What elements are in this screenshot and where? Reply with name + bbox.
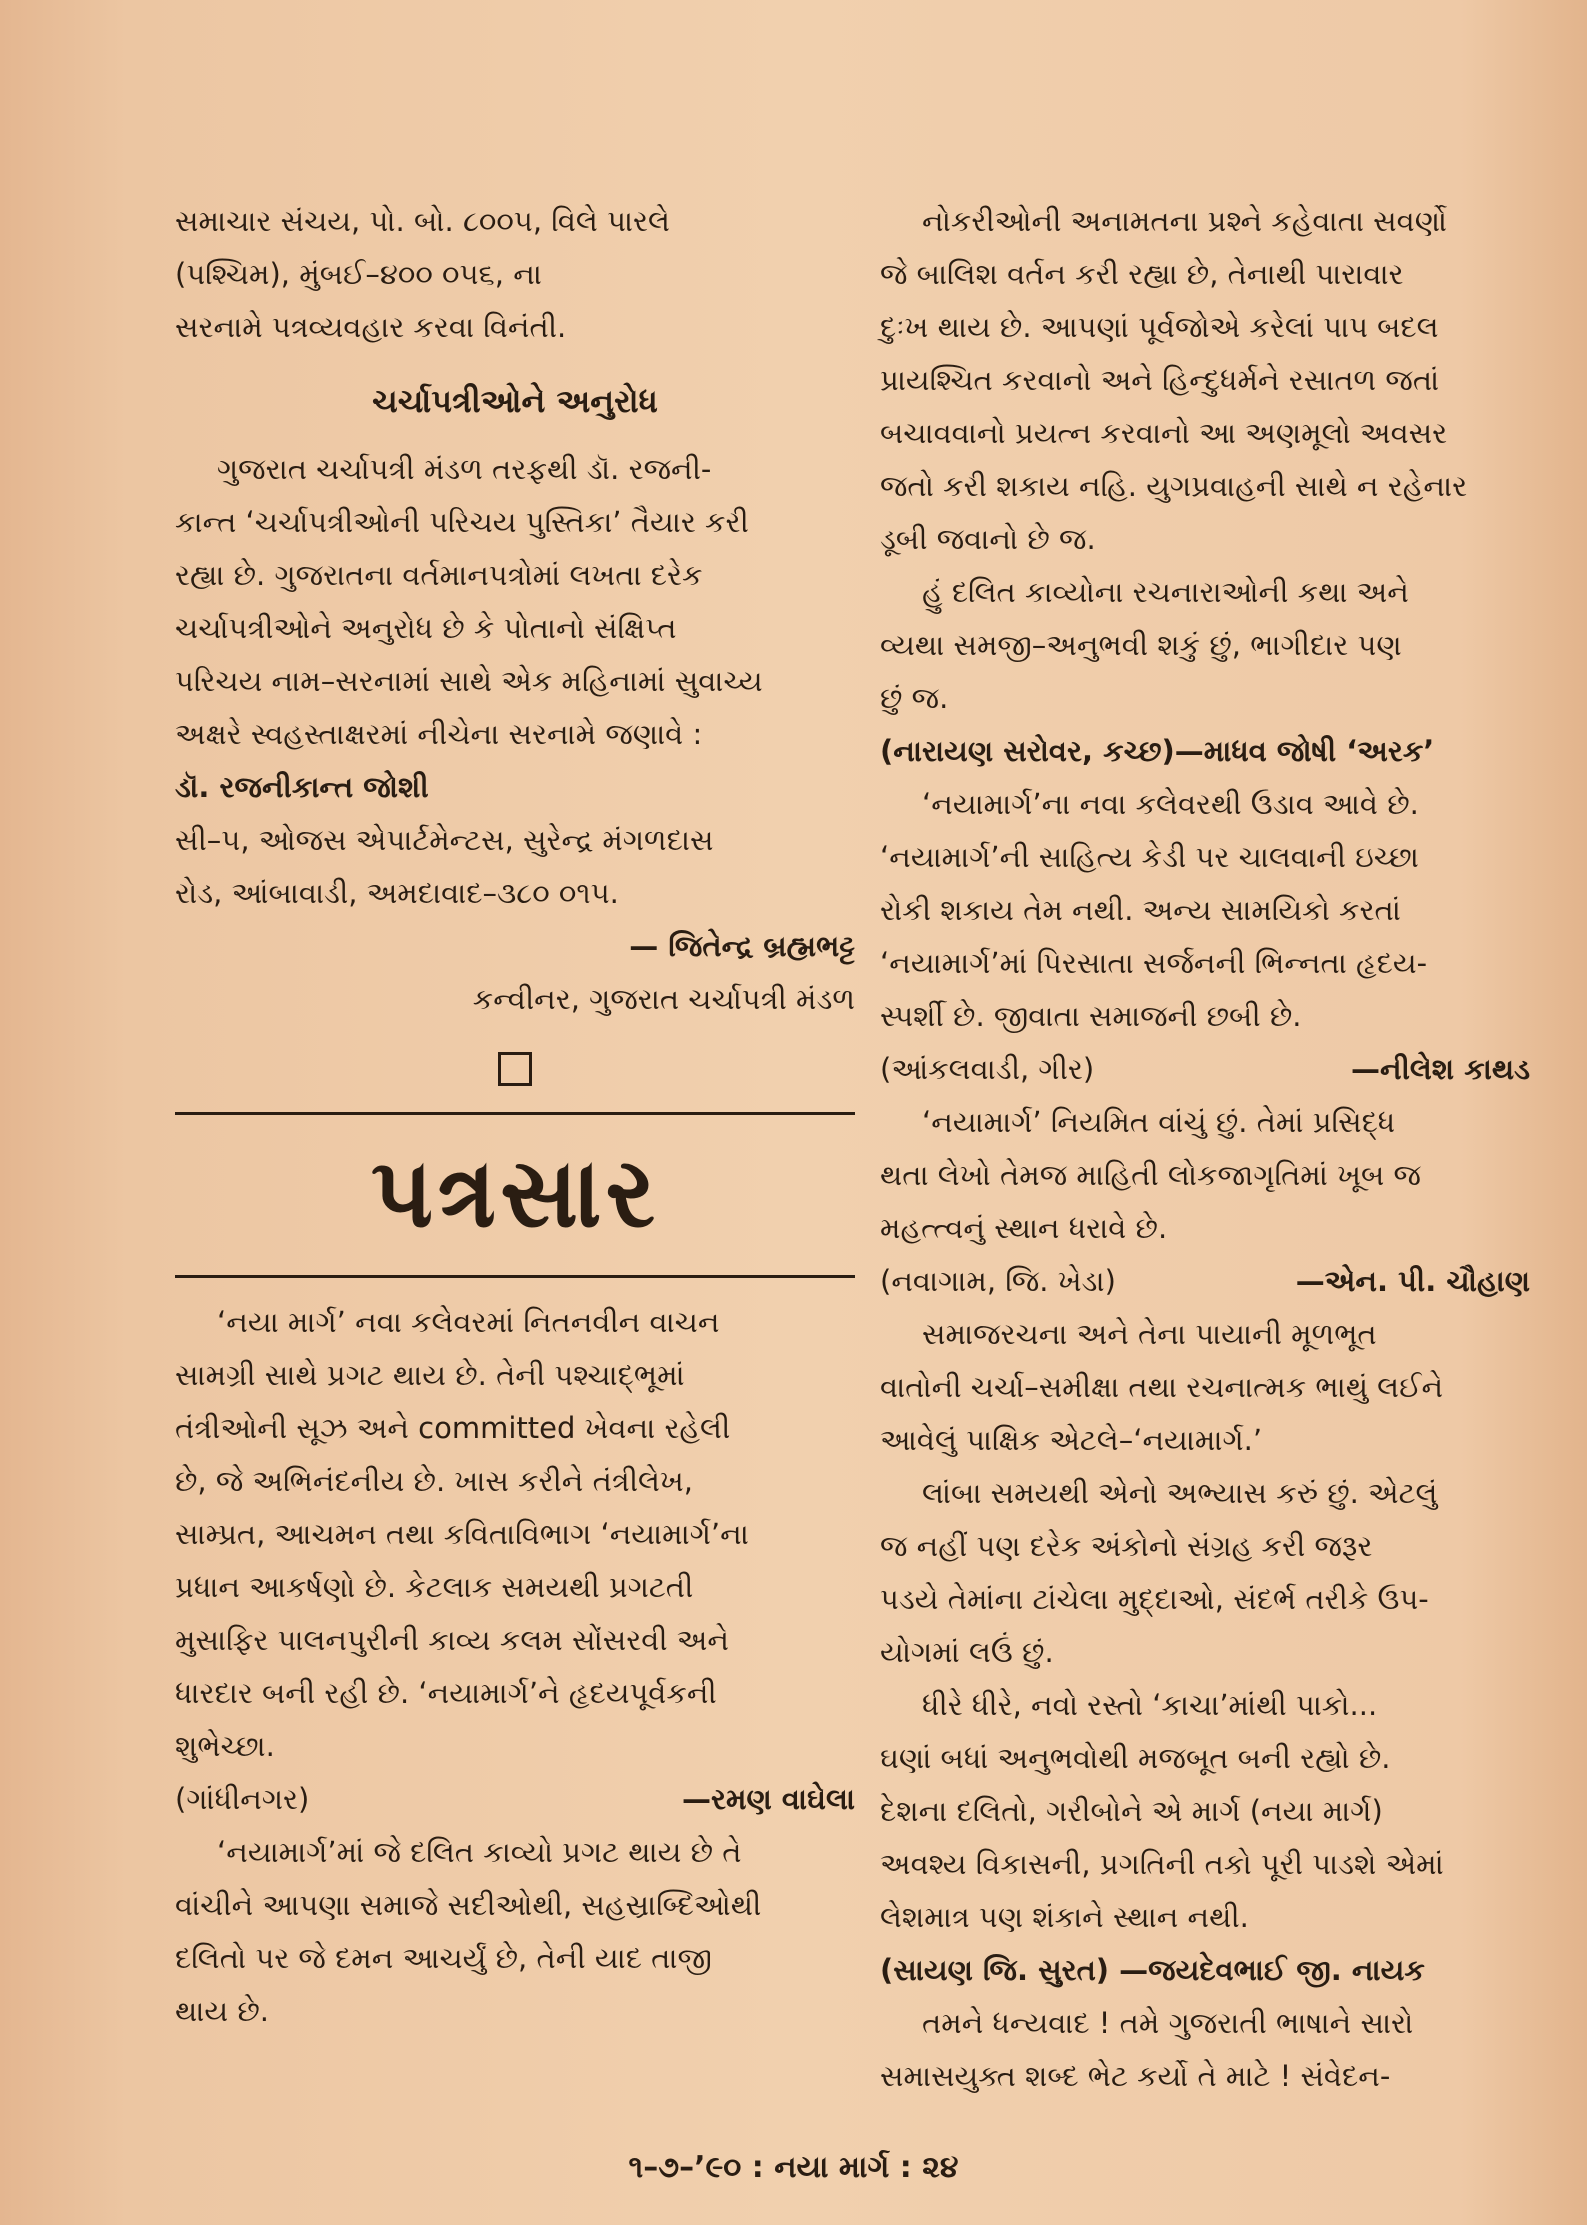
- page-footer: ૧–૭–’૯૦ : નયા માર્ગ : ૨૪: [628, 2150, 959, 2185]
- appeal-heading: ચર્ચાપત્રીઓને અનુરોધ: [372, 382, 658, 420]
- letter-line: ‘નયામાર્ગ’માં પિરસાતા સર્જનની ભિન્નતા હૃદય-: [880, 946, 1428, 980]
- letter-line: ‘નયામાર્ગ’ની સાહિત્ય કેડી પર ચાલવાની ઇચ્છા: [880, 840, 1419, 874]
- letter-line: ‘નયામાર્ગ’માં જે દલિત કાવ્યો પ્રગટ થાય છે તે: [217, 1835, 742, 1869]
- letter-author: —નીલેશ કાથડ: [1350, 1052, 1530, 1086]
- letter-line: પ્રાયશ્ચિત કરવાનો અને હિન્દુધર્મને રસાતળ જતાં: [880, 363, 1440, 397]
- appeal-line: અક્ષરે સ્વહસ્તાક્ષરમાં નીચેના સરનામે જણાવે :: [175, 717, 703, 751]
- signature-role: કન્વીનર, ગુજરાત ચર્ચાપત્રી મંડળ: [472, 982, 855, 1016]
- letter-line: જતો કરી શકાય નહિ. યુગપ્રવાહની સાથે ન રહેનાર: [880, 469, 1468, 503]
- letter-line: દુઃખ થાય છે. આપણાં પૂર્વજોએ કરેલાં પાપ બદલ: [880, 310, 1439, 344]
- letter-signoff: [880, 1043, 1530, 1096]
- intro-line: સમાચાર સંચય, પો. બો. ૮૦૦૫, વિલે પારલે: [175, 204, 670, 238]
- letter-1: [175, 1296, 855, 1826]
- letter-line: લેશમાત્ર પણ શંકાને સ્થાન નથી.: [880, 1900, 1249, 1934]
- letter-line: રોકી શકાય તેમ નથી. અન્ય સામયિકો કરતાં: [880, 893, 1401, 927]
- letter-2-continued: [880, 195, 1530, 778]
- letter-line: મહત્ત્વનું સ્થાન ધરાવે છે.: [880, 1211, 1168, 1245]
- letter-signoff: (નારાયણ સરોવર, કચ્છ)—માધવ જોષી ‘અરક’: [880, 734, 1435, 768]
- address-name: ડૉ. રજનીકાન્ત જોશી: [175, 770, 429, 804]
- address-line: સી–૫, ઓજસ એપાર્ટમેન્ટસ, સુરેન્દ્ર મંગળદાસ: [175, 823, 714, 857]
- letter-line: દેશના દલિતો, ગરીબોને એ માર્ગ (નયા માર્ગ): [880, 1794, 1383, 1828]
- right-column: [880, 195, 1530, 2103]
- letter-line: લાંબા સમયથી એનો અભ્યાસ કરું છું. એટલું: [922, 1476, 1438, 1510]
- letter-line: વાતોની ચર્ચા–સમીક્ષા તથા રચનાત્મક ભાથું લઈને: [880, 1370, 1444, 1404]
- address-line: રોડ, આંબાવાડી, અમદાવાદ–૩૮૦ ૦૧૫.: [175, 876, 619, 910]
- appeal-line: પરિચય નામ–સરનામાં સાથે એક મહિનામાં સુવાચ્ય: [175, 664, 763, 698]
- section-end-box-icon: [498, 1052, 532, 1086]
- letter-line: આવેલું પાક્ષિક એટલે–‘નયામાર્ગ.’: [880, 1423, 1263, 1457]
- intro-line: (પશ્ચિમ), મુંબઈ–૪૦૦ ૦૫૬, ના: [175, 257, 542, 291]
- appeal-text: [175, 443, 855, 761]
- letter-line: ધારદાર બની રહી છે. ‘નયામાર્ગ’ને હૃદયપૂર્વકની: [175, 1676, 717, 1710]
- letter-line: અવશ્ય વિકાસની, પ્રગતિની તકો પૂરી પાડશે એમાં: [880, 1847, 1444, 1881]
- letter-line: હું દલિત કાવ્યોના રચનારાઓની કથા અને: [922, 575, 1409, 609]
- letter-line: છે, જે અભિનંદનીય છે. ખાસ કરીને તંત્રીલેખ,: [175, 1464, 693, 1498]
- intro-block: [175, 195, 855, 354]
- letter-author: —એન. પી. ચૌહાણ: [1295, 1264, 1530, 1298]
- letter-line: થાય છે.: [175, 1994, 269, 2028]
- letter-line: થતા લેખો તેમજ માહિતી લોકજાગૃતિમાં ખૂબ જ: [880, 1158, 1421, 1192]
- letter-line: ‘નયામાર્ગ’ નિયમિત વાંચું છું. તેમાં પ્રસિદ્ધ: [922, 1105, 1396, 1139]
- letter-3: [880, 778, 1530, 1096]
- letter-place: (નવાગામ, જિ. ખેડા): [880, 1264, 1116, 1298]
- letter-line: છું જ.: [880, 681, 949, 715]
- letter-place: (આંકલવાડી, ગીર): [880, 1052, 1095, 1086]
- left-column: [175, 195, 855, 2038]
- appeal-line: રહ્યા છે. ગુજરાતના વર્તમાનપત્રોમાં લખતા દરેક: [175, 558, 703, 592]
- letter-signoff: [880, 1255, 1530, 1308]
- letter-line: બચાવવાનો પ્રયત્ન કરવાનો આ અણમૂલો અવસર: [880, 416, 1448, 450]
- letter-line: પ્રધાન આકર્ષણો છે. કેટલાક સમયથી પ્રગટતી: [175, 1570, 694, 1604]
- divider-bottom: [175, 1275, 855, 1278]
- appeal-line: ચર્ચાપત્રીઓને અનુરોધ છે કે પોતાનો સંક્ષિપ્ત: [175, 611, 677, 645]
- letter-2: [175, 1826, 855, 2038]
- letter-line: સામ્પ્રત, આચમન તથા કવિતાવિભાગ ‘નયામાર્ગ’ના: [175, 1517, 749, 1551]
- letter-line: સમાજરચના અને તેના પાયાની મૂળભૂત: [922, 1317, 1377, 1351]
- letter-line: તમને ધન્યવાદ ! તમે ગુજરાતી ભાષાને સારો: [922, 2006, 1414, 2040]
- letter-line: ‘નયા માર્ગ’ નવા કલેવરમાં નિતનવીન વાચન: [217, 1305, 720, 1339]
- letter-line: સામગ્રી સાથે પ્રગટ થાય છે. તેની પશ્ચાદ્‌ભૂમાં: [175, 1358, 685, 1392]
- appeal-line: ગુજરાત ચર્ચાપત્રી મંડળ તરફથી ડૉ. રજની-: [217, 452, 712, 486]
- letter-line: વાંચીને આપણા સમાજે સદીઓથી, સહસ્રાબ્દિઓથી: [175, 1888, 762, 1922]
- letter-4: [880, 1096, 1530, 1308]
- letter-line: દલિતો પર જે દમન આચર્યું છે, તેની યાદ તાજી: [175, 1941, 712, 1975]
- letter-place: (ગાંધીનગર): [175, 1782, 310, 1816]
- letter-line: જે બાલિશ વર્તન કરી રહ્યા છે, તેનાથી પારાવાર: [880, 257, 1404, 291]
- letter-line: શુભેચ્છા.: [175, 1729, 275, 1763]
- letter-line: ‘નયામાર્ગ’ના નવા કલેવરથી ઉડાવ આવે છે.: [922, 787, 1419, 821]
- letter-line: તંત્રીઓની સૂઝ અને committed ખેવના રહેલી: [175, 1411, 731, 1445]
- letter-line: સમાસયુક્ત શબ્દ ભેટ કર્યો તે માટે ! સંવેદન-: [880, 2059, 1391, 2093]
- letter-line: વ્યથા સમજી–અનુભવી શકું છું, ભાગીદાર પણ: [880, 628, 1402, 662]
- letter-signoff: [175, 1773, 855, 1826]
- letter-line: પડયે તેમાંના ટાંચેલા મુદ્દાઓ, સંદર્ભ તરીકે ઉપ-: [880, 1582, 1429, 1616]
- divider-top: [175, 1112, 855, 1115]
- letter-6: [880, 1997, 1530, 2103]
- letter-line: ધીરે ધીરે, નવો રસ્તો ‘કાચા’માંથી પાકો...: [922, 1688, 1378, 1722]
- letter-line: ઘણાં બધાં અનુભવોથી મજબૂત બની રહ્યો છે.: [880, 1741, 1391, 1775]
- letter-line: ડૂબી જવાનો છે જ.: [880, 522, 1096, 556]
- intro-line: સરનામે પત્રવ્યવહાર કરવા વિનંતી.: [175, 310, 567, 344]
- letter-author: —રમણ વાઘેલા: [682, 1782, 855, 1816]
- letter-5: [880, 1308, 1530, 1997]
- letter-line: સ્પર્શી છે. જીવાતા સમાજની છબી છે.: [880, 999, 1302, 1033]
- letter-signoff: (સાયણ જિ. સુરત) —જયદેવભાઈ જી. નાયક: [880, 1953, 1425, 1987]
- letter-line: મુસાફિર પાલનપુરીની કાવ્ય કલમ સોંસરવી અને: [175, 1623, 729, 1657]
- letter-line: જ નહીં પણ દરેક અંકોનો સંગ્રહ કરી જરૂર: [880, 1529, 1373, 1563]
- appeal-line: કાન્ત ‘ચર્ચાપત્રીઓની પરિચય પુસ્તિકા’ તૈયાર કરી: [175, 505, 749, 539]
- signature: — જિતેન્દ્ર બ્રહ્મભટ્ટ: [629, 929, 855, 963]
- section-title: પત્રસાર: [370, 1137, 660, 1249]
- letter-line: યોગમાં લઉં છું.: [880, 1635, 1054, 1669]
- letter-line: નોકરીઓની અનામતના પ્રશ્ને કહેવાતા સવર્ણો: [922, 204, 1447, 238]
